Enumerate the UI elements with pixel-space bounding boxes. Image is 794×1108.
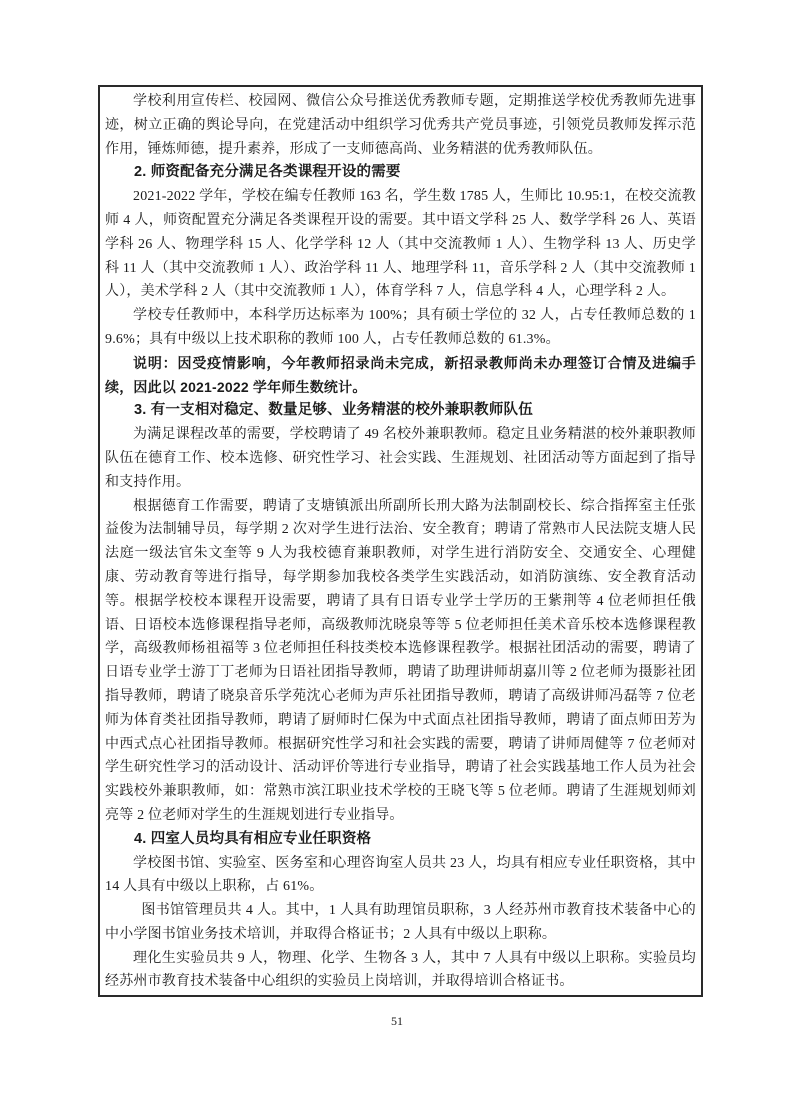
paragraph: 学校专任教师中，本科学历达标率为 100%；具有硕士学位的 32 人，占专任教师总数的 19.6%；具有中级以上技术职称的教师 100 人，占专任教师总数的 61.3%。: [105, 308, 696, 347]
paragraph: 学校利用宣传栏、校园网、微信公众号推送优秀教师专题，定期推送学校优秀教师先进事迹，树立正确的舆论导向，在党建活动中组织学习优秀共产党员事迹，引领党员教师发挥示范作用，锤炼师德，提升素养，形成了一支师德高尚、业务精湛的优秀教师队伍。: [105, 94, 696, 157]
paragraph: 图书馆管理员共 4 人。其中，1 人具有助理馆员职称，3 人经苏州市教育技术装备中心的中小学图书馆业务技术培训，并取得合格证书；2 人具有中级以上职称。: [105, 903, 696, 942]
paragraph: 2021-2022 学年，学校在编专任教师 163 名，学生数 1785 人，生师比 10.95:1，在校交流教师 4 人，师资配置充分满足各类课程开设的需要。其中语文学科 25 人、数学学科 26 人、英语学科 26 人、物理学科 15 人、化学学科 12 人（其中交流教师 1 人）、生物学科 13 人、历史学科 11 人（其中交流教师 1 人）、政治学科 11 人、地理学科 11，音乐学科 2 人（其中交流教师 1 人），美术学科 2 人（其中交流教师 1 人），体育学科 7 人，信息学科 4 人，心理学科 2 人。: [105, 189, 696, 300]
section-heading-2: 2. 师资配备充分满足各类课程开设的需要: [134, 164, 401, 181]
section-heading-3: 3. 有一支相对稳定、数量足够、业务精湛的校外兼职教师队伍: [134, 402, 533, 419]
page-number: 51: [391, 1014, 403, 1028]
section-heading-4: 4. 四室人员均具有相应专业任职资格: [134, 830, 372, 847]
paragraph: 学校图书馆、实验室、医务室和心理咨询室人员共 23 人，均具有相应专业任职资格，其中 14 人具有中级以上职称，占 61%。: [105, 855, 696, 895]
paragraph: 理化生实验员共 9 人，物理、化学、生物各 3 人，其中 7 人具有中级以上职称。实验员均经苏州市教育技术装备中心组织的实验员上岗培训，并取得培训合格证书。: [105, 950, 696, 990]
paragraph: 为满足课程改革的需要，学校聘请了 49 名校外兼职教师。稳定且业务精湛的校外兼职教师队伍在德育工作、校本选修、研究性学习、社会实践、生涯规划、社团活动等方面起到了指导和支持作用。: [105, 427, 696, 490]
paragraph: 根据德育工作需要，聘请了支塘镇派出所副所长刑大路为法制副校长、综合指挥室主任张益俊为法制辅导员，每学期 2 次对学生进行法治、安全教育；聘请了常熟市人民法院支塘人民法庭一级法官朱文奎等 9 人为我校德育兼职教师，对学生进行消防安全、交通安全、心理健康、劳动教育等进行指导，每学期参加我校各类学生实践活动，如消防演练、安全教育活动等。根据学校校本课程开设需要，聘请了具有日语专业学士学历的王紫荆等 4 位老师担任俄语、日语校本选修课程指导老师，高级教师沈晓泉等等 5 位老师担任美术音乐校本选修课程教学，高级教师杨祖福等 3 位老师担任科技类校本选修课程教学。根据社团活动的需要，聘请了日语专业学士游丁丁老师为日语社团指导教师，聘请了助理讲师胡嘉川等 2 位老师为摄影社团指导教师，聘请了晓泉音乐学苑沈心老师为声乐社团指导教师，聘请了高级讲师冯磊等 7 位老师为体育类社团指导教师，聘请了厨师时仁保为中式面点社团指导教师，聘请了面点师田芳为中西式点心社团指导教师。根据研究性学习和社会实践的需要，聘请了讲师周健等 7 位老师对学生研究性学习的活动设计、活动评价等进行专业指导，聘请了社会实践基地工作人员为社会实践校外兼职教师，如：常熟市滨江职业技术学校的王晓飞等 5 位老师。聘请了生涯规划师刘亮等 2 位老师对学生的生涯规划进行专业指导。: [105, 498, 696, 823]
note-paragraph: 说明：因受疫情影响，今年教师招录尚未完成，新招录教师尚未办理签订合情及进编手续，因此以 2021-2022 学年师生数统计。: [105, 354, 696, 395]
bordered-text-frame: [98, 85, 703, 997]
